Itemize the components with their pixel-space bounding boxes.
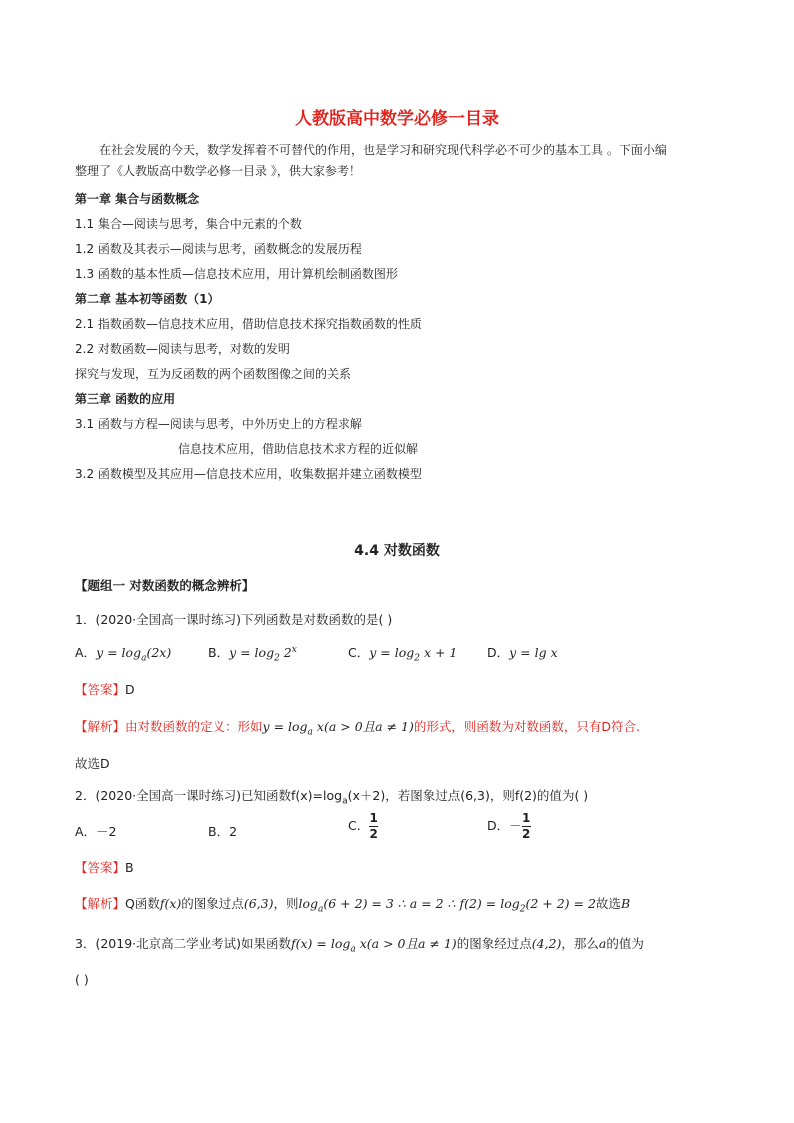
question-1-option-c xyxy=(348,643,457,664)
question-2-option-c xyxy=(348,812,378,841)
question-2-analysis xyxy=(75,894,630,915)
analysis-math: f(x) xyxy=(159,896,182,911)
toc-item: 信息技术应用，借助信息技术求方程的近似解 xyxy=(178,442,419,456)
answer-tag: 【答案】 xyxy=(75,682,126,697)
analysis-math: y = log xyxy=(262,719,308,734)
analysis-text: 故选 xyxy=(595,896,621,911)
analysis-sub: a xyxy=(318,904,324,915)
option-math-tail: (2x) xyxy=(146,645,172,660)
analysis-math: (2 + 2) = 2 xyxy=(525,896,596,911)
question-3-stem xyxy=(75,934,644,955)
toc-item: 1.1 集合—阅读与思考，集合中元素的个数 xyxy=(75,217,302,231)
option-sub: 2 xyxy=(274,653,280,664)
fraction-numerator: 1 xyxy=(521,811,531,825)
option-sup: x xyxy=(291,644,297,655)
section-title: 4.4 对数函数 xyxy=(354,543,440,559)
stem-text: ，那么 xyxy=(561,936,599,951)
question-1-option-d xyxy=(487,643,558,661)
analysis-math-tail: x(a > 0且a ≠ 1) xyxy=(312,719,414,734)
stem-text: 的值为 xyxy=(606,936,644,951)
intro-line-1: 在社会发展的今天，数学发挥着不可替代的作用，也是学习和研究现代科学必不可少的基本工具 。下面小编 xyxy=(99,143,667,157)
analysis-text: 由对数函数的定义：形如 xyxy=(125,719,263,734)
fraction-denominator: 2 xyxy=(521,827,531,841)
option-label: B． xyxy=(208,645,230,660)
answer-value: B xyxy=(125,860,134,875)
stem-math: x(a > 0且a ≠ 1) xyxy=(355,936,457,951)
toc-item: 1.3 函数的基本性质—信息技术应用，用计算机绘制函数图形 xyxy=(75,267,398,281)
stem-text: 3．(2019·北京高二学业考试)如果函数 xyxy=(75,936,291,951)
toc-item: 探究与发现，互为反函数的两个函数图像之间的关系 xyxy=(75,367,352,381)
toc-item: 3.2 函数模型及其应用—信息技术应用，收集数据并建立函数模型 xyxy=(75,467,422,481)
stem-text: 的图象经过点 xyxy=(456,936,532,951)
stem-text: 2．(2020·全国高一课时练习)已知函数f(x)=log xyxy=(75,788,343,803)
intro-line-2: 整理了《人教版高中数学必修一目录 》，供大家参考！ xyxy=(75,164,361,178)
analysis-tag: 【解析】 xyxy=(75,719,126,734)
option-math: y = log xyxy=(96,645,142,660)
option-label: D． xyxy=(487,645,510,660)
question-1-option-b xyxy=(208,643,297,664)
analysis-sub: a xyxy=(307,727,313,738)
question-2-option-b: B．2 xyxy=(208,824,238,839)
analysis-text: ，则 xyxy=(273,896,299,911)
question-1-option-a xyxy=(75,643,171,664)
toc-chapter: 第三章 函数的应用 xyxy=(75,392,176,406)
analysis-math: log xyxy=(298,896,318,911)
option-math: y = lg x xyxy=(509,645,558,660)
question-2-option-a: A．－2 xyxy=(75,824,117,839)
stem-math: a xyxy=(598,936,607,951)
option-math: y = log xyxy=(369,645,415,660)
toc-chapter: 第一章 集合与函数概念 xyxy=(75,192,200,206)
analysis-text: 的图象过点 xyxy=(181,896,244,911)
question-2-option-d xyxy=(487,812,531,841)
option-sub: a xyxy=(141,653,147,664)
analysis-math: B xyxy=(620,896,631,911)
option-label: A． xyxy=(75,645,97,660)
toc-item: 1.2 函数及其表示—阅读与思考，函数概念的发展历程 xyxy=(75,242,362,256)
question-1-conclusion: 故选D xyxy=(75,756,110,771)
question-1-answer xyxy=(75,680,135,698)
toc-item: 3.1 函数与方程—阅读与思考，中外历史上的方程求解 xyxy=(75,417,362,431)
question-group-title: 【题组一 对数函数的概念辨析】 xyxy=(75,578,255,593)
toc-chapter: 第二章 基本初等函数（1） xyxy=(75,292,220,306)
question-1-stem: 1．(2020·全国高一课时练习)下列函数是对数函数的是( ) xyxy=(75,612,393,627)
analysis-sub: 2 xyxy=(519,904,526,915)
question-3-answer-paren: ( ) xyxy=(75,972,89,987)
option-math-tail: x + 1 xyxy=(419,645,458,660)
option-math: y = log xyxy=(229,645,275,660)
stem-math: (4,2) xyxy=(531,936,562,951)
stem-sub: a xyxy=(350,944,356,955)
fraction-numerator: 1 xyxy=(369,811,378,825)
analysis-text-end: 的形式，则函数为对数函数，只有D符合. xyxy=(413,719,640,734)
document-title: 人教版高中数学必修一目录 xyxy=(295,109,499,129)
analysis-text: Q函数 xyxy=(125,896,160,911)
option-label: D．－ xyxy=(487,818,522,833)
fraction xyxy=(369,812,378,841)
analysis-math: (6,3) xyxy=(243,896,274,911)
option-sub: 2 xyxy=(414,653,420,664)
stem-math: f(x) = log xyxy=(291,936,351,951)
fraction xyxy=(522,812,531,841)
toc-item: 2.1 指数函数—信息技术应用，借助信息技术探究指数函数的性质 xyxy=(75,317,422,331)
toc-item: 2.2 对数函数—阅读与思考，对数的发明 xyxy=(75,342,290,356)
stem-sub: a xyxy=(342,796,348,807)
answer-value: D xyxy=(125,682,135,697)
analysis-math: (6 + 2) = 3 ∴ a = 2 ∴ f(2) = log xyxy=(323,896,520,911)
stem-tail: (x＋2)，若图象过点(6,3)，则f(2)的值为( ) xyxy=(347,788,589,803)
option-label: C． xyxy=(348,818,370,833)
question-1-analysis xyxy=(75,717,640,738)
question-2-answer xyxy=(75,858,134,876)
fraction-denominator: 2 xyxy=(369,827,378,841)
option-label: C． xyxy=(348,645,370,660)
analysis-tag: 【解析】 xyxy=(75,896,126,911)
answer-tag: 【答案】 xyxy=(75,860,126,875)
question-2-stem xyxy=(75,786,588,807)
option-math-tail: 2 xyxy=(279,645,292,660)
